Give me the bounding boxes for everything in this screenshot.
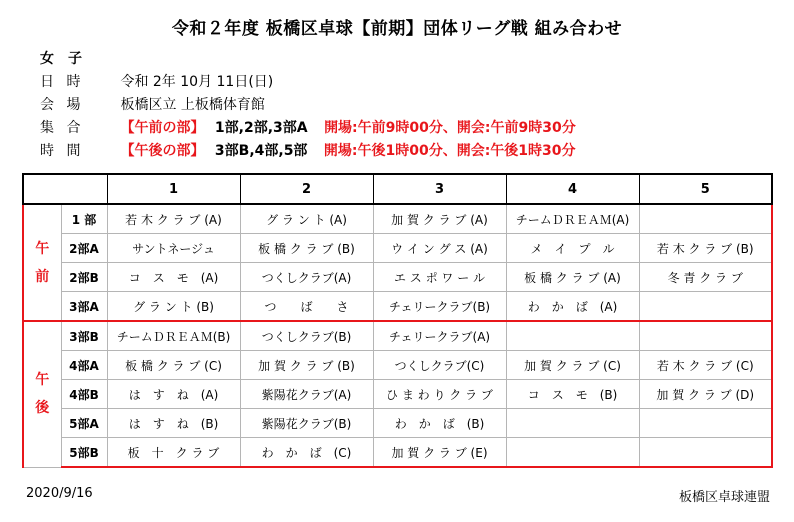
team-cell: 板 橋 ク ラ ブ (B) [240, 234, 373, 263]
footer-date: 2020/9/16 [26, 486, 93, 501]
table-row [23, 263, 772, 292]
pm-times: 開場:午後1時00分、開会:午後1時30分 [323, 143, 576, 159]
am-divisions: 1部,2部,3部A [214, 120, 308, 136]
team-cell: 加 賀 ク ラ ブ (A) [373, 204, 506, 234]
team-cell: チェリークラブ(B) [373, 292, 506, 322]
team-cell: 若 木 ク ラ ブ (A) [107, 204, 240, 234]
table-row [23, 438, 772, 468]
table-row [23, 380, 772, 409]
header-col-1: 1 [107, 174, 240, 204]
division-label: 5部A [61, 409, 107, 438]
date-label: 日 時 [40, 74, 85, 90]
table-row [23, 292, 772, 322]
team-cell: エ ス ポ ワ ー ル [373, 263, 506, 292]
team-cell: つくしクラブ(A) [240, 263, 373, 292]
table-row [23, 321, 772, 351]
team-cell: つくしクラブ(C) [373, 351, 506, 380]
time-row [40, 140, 576, 163]
date-value: 令和 2年 10月 11日(日) [120, 74, 274, 90]
team-cell: メ イ プ ル [506, 234, 639, 263]
venue-value: 板橋区立 上板橋体育館 [120, 97, 265, 113]
category-label: 女 子 [40, 51, 82, 67]
team-cell: コ ス モ (B) [506, 380, 639, 409]
team-cell [639, 409, 772, 438]
team-cell: チームＤＲＥＡＭ(B) [107, 321, 240, 351]
team-cell: グ ラ ン ト (A) [240, 204, 373, 234]
team-cell [506, 409, 639, 438]
team-cell [639, 292, 772, 322]
event-info [40, 48, 576, 163]
division-label: 5部B [61, 438, 107, 468]
team-cell [639, 438, 772, 468]
venue-label: 会 場 [40, 97, 85, 113]
team-cell: わ か ば (B) [373, 409, 506, 438]
category-row [40, 48, 576, 71]
team-cell: チェリークラブ(A) [373, 321, 506, 351]
table-header-row [23, 174, 772, 204]
team-cell: 若 木 ク ラ ブ (B) [639, 234, 772, 263]
team-cell: 板 橋 ク ラ ブ (C) [107, 351, 240, 380]
league-table [22, 173, 773, 468]
team-cell: わ か ば (A) [506, 292, 639, 322]
team-cell: 冬 青 ク ラ ブ [639, 263, 772, 292]
document-title: 令和２年度 板橋区卓球【前期】団体リーグ戦 組み合わせ [171, 19, 623, 39]
division-label: 3部A [61, 292, 107, 322]
team-cell [639, 321, 772, 351]
header-col-5: 5 [639, 174, 772, 204]
team-cell: 紫陽花クラブ(A) [240, 380, 373, 409]
am-session-label: 【午前の部】 [120, 120, 205, 136]
team-cell [639, 204, 772, 234]
team-cell: 加 賀 ク ラ ブ (D) [639, 380, 772, 409]
team-cell [506, 321, 639, 351]
team-cell: 加 賀 ク ラ ブ (C) [506, 351, 639, 380]
venue-row [40, 94, 576, 117]
am-session-cell: 午 前 [23, 204, 61, 321]
team-cell: ひ ま わ り ク ラ ブ [373, 380, 506, 409]
team-cell: チームＤＲＥＡＭ(A) [506, 204, 639, 234]
time-label: 時 間 [40, 143, 85, 159]
team-cell: つくしクラブ(B) [240, 321, 373, 351]
header-corner [23, 174, 107, 204]
team-cell: 板 橋 ク ラ ブ (A) [506, 263, 639, 292]
assembly-row [40, 117, 576, 140]
table-row [23, 234, 772, 263]
division-label: 2部A [61, 234, 107, 263]
team-cell: サントネージュ [107, 234, 240, 263]
division-label: 4部B [61, 380, 107, 409]
table-row [23, 204, 772, 234]
team-cell: 若 木 ク ラ ブ (C) [639, 351, 772, 380]
team-cell: 板 十 ク ラ ブ [107, 438, 240, 468]
team-cell: わ か ば (C) [240, 438, 373, 468]
header-col-2: 2 [240, 174, 373, 204]
team-cell: は す ね (A) [107, 380, 240, 409]
team-cell [506, 438, 639, 468]
am-times: 開場:午前9時00分、開会:午前9時30分 [324, 120, 576, 136]
assembly-label: 集 合 [40, 120, 85, 136]
footer-organization: 板橋区卓球連盟 [678, 490, 770, 505]
division-label: 4部A [61, 351, 107, 380]
header-col-4: 4 [506, 174, 639, 204]
pm-session-label: 【午後の部】 [120, 143, 205, 159]
table-row [23, 351, 772, 380]
team-cell: 加 賀 ク ラ ブ (B) [240, 351, 373, 380]
division-label: 1 部 [61, 204, 107, 234]
date-row [40, 71, 576, 94]
team-cell: 加 賀 ク ラ ブ (E) [373, 438, 506, 468]
division-label: 2部B [61, 263, 107, 292]
team-cell: つ ば さ [240, 292, 373, 322]
table-row [23, 409, 772, 438]
team-cell: コ ス モ (A) [107, 263, 240, 292]
pm-session-cell: 午 後 [23, 321, 61, 467]
pm-divisions: 3部B,4部,5部 [214, 143, 308, 159]
team-cell: 紫陽花クラブ(B) [240, 409, 373, 438]
team-cell: グ ラ ン ト (B) [107, 292, 240, 322]
team-cell: は す ね (B) [107, 409, 240, 438]
team-cell: ウ イ ン グ ス (A) [373, 234, 506, 263]
header-col-3: 3 [373, 174, 506, 204]
division-label: 3部B [61, 321, 107, 351]
